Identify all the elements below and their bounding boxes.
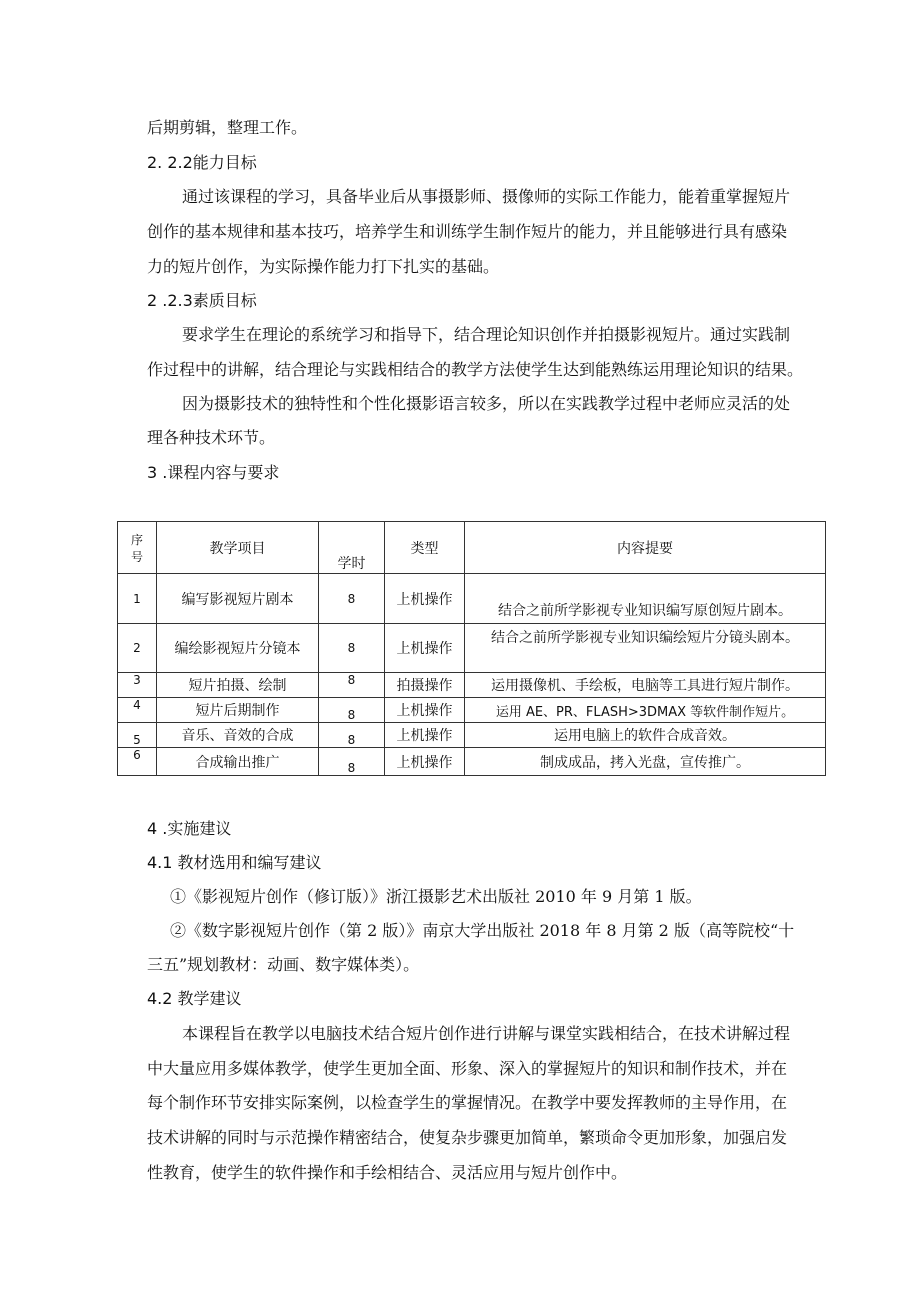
heading-course-content: 3 .课程内容与要求 <box>147 463 280 482</box>
cell-type: 上机操作 <box>385 574 465 624</box>
header-seq-line1: 序 <box>130 532 143 547</box>
header-content: 内容提要 <box>465 522 826 574</box>
continued-text: 后期剪辑，整理工作。 <box>147 118 308 137</box>
header-project: 教学项目 <box>157 522 319 574</box>
cell-project: 短片拍摄、绘制 <box>157 673 319 698</box>
cell-seq: 1 <box>118 574 157 624</box>
paragraph-line: 技术讲解的同时与示范操作精密结合，使复杂步骤更加简单，繁琐命令更加形象，加强启发 <box>147 1128 788 1147</box>
cell-seq: 4 <box>118 698 157 723</box>
heading-quality-goals: 2 .2.3素质目标 <box>147 291 257 310</box>
paragraph-line: 要求学生在理论的系统学习和指导下，结合理论知识创作并拍摄影视短片。通过实践制 <box>182 325 791 344</box>
paragraph-line: 性教育，使学生的软件操作和手绘相结合、灵活应用与短片创作中。 <box>147 1163 628 1182</box>
cell-hours: 8 <box>319 698 385 723</box>
cell-content: 运用摄像机、手绘板，电脑等工具进行短片制作。 <box>465 673 826 698</box>
cell-project: 编绘影视短片分镜本 <box>157 624 319 673</box>
cell-seq: 5 <box>118 723 157 748</box>
textbook-item: ①《影视短片创作（修订版）》浙江摄影艺术出版社 2010 年 9 月第 1 版。 <box>170 887 702 906</box>
cell-content: 制成成品，拷入光盘，宣传推广。 <box>465 748 826 776</box>
cell-content: 结合之前所学影视专业知识编写原创短片剧本。 <box>465 574 826 624</box>
table-header-row <box>118 522 826 574</box>
cell-content: 运用 AE、PR、FLASH>3DMAX 等软件制作短片。 <box>465 698 826 723</box>
cell-seq: 3 <box>118 673 157 698</box>
cell-type: 上机操作 <box>385 748 465 776</box>
table-row <box>118 673 826 698</box>
paragraph-line: 作过程中的讲解，结合理论与实践相结合的教学方法使学生达到能熟练运用理论知识的结果。 <box>147 360 804 379</box>
cell-type: 上机操作 <box>385 698 465 723</box>
cell-seq: 2 <box>118 624 157 673</box>
cell-project: 短片后期制作 <box>157 698 319 723</box>
heading-teaching: 4.2 教学建议 <box>147 989 242 1008</box>
cell-type: 上机操作 <box>385 723 465 748</box>
header-seq <box>118 522 157 574</box>
cell-seq: 6 <box>118 748 157 776</box>
paragraph-line: 因为摄影技术的独特性和个性化摄影语言较多，所以在实践教学过程中老师应灵活的处 <box>182 394 791 413</box>
table-row <box>118 698 826 723</box>
cell-project: 音乐、音效的合成 <box>157 723 319 748</box>
paragraph-line: 理各种技术环节。 <box>147 428 276 447</box>
cell-hours: 8 <box>319 673 385 698</box>
cell-hours: 8 <box>319 748 385 776</box>
cell-content: 运用电脑上的软件合成音效。 <box>465 723 826 748</box>
cell-hours: 8 <box>319 723 385 748</box>
heading-textbook: 4.1 教材选用和编写建议 <box>147 853 322 872</box>
paragraph-line: 力的短片创作，为实际操作能力打下扎实的基础。 <box>147 257 500 276</box>
header-hours: 学时 <box>319 522 385 574</box>
paragraph-line: 通过该课程的学习，具备毕业后从事摄影师、摄像师的实际工作能力，能着重掌握短片 <box>182 187 791 206</box>
paragraph-line: 本课程旨在教学以电脑技术结合短片创作进行讲解与课堂实践相结合，在技术讲解过程 <box>182 1024 791 1043</box>
cell-type: 拍摄操作 <box>385 673 465 698</box>
cell-project: 合成输出推广 <box>157 748 319 776</box>
header-type: 类型 <box>385 522 465 574</box>
cell-project: 编写影视短片剧本 <box>157 574 319 624</box>
course-content-table <box>117 521 826 776</box>
textbook-item: ②《数字影视短片创作（第 2 版）》南京大学出版社 2018 年 8 月第 2 版（高等院校“十 <box>170 921 795 940</box>
paragraph-line: 创作的基本规律和基本技巧，培养学生和训练学生制作短片的能力，并且能够进行具有感染 <box>147 222 788 241</box>
paragraph-line: 中大量应用多媒体教学，使学生更加全面、形象、深入的掌握短片的知识和制作技术，并在 <box>147 1059 788 1078</box>
cell-hours: 8 <box>319 574 385 624</box>
table-row <box>118 624 826 673</box>
heading-implementation: 4 .实施建议 <box>147 819 232 838</box>
table-row <box>118 574 826 624</box>
cell-hours: 8 <box>319 624 385 673</box>
paragraph-line: 每个制作环节安排实际案例，以检查学生的掌握情况。在教学中要发挥教师的主导作用，在 <box>147 1093 788 1112</box>
table-row <box>118 748 826 776</box>
table-row <box>118 723 826 748</box>
header-seq-line2: 号 <box>130 549 143 564</box>
heading-ability-goals: 2. 2.2能力目标 <box>147 153 257 172</box>
cell-content: 结合之前所学影视专业知识编绘短片分镜头剧本。 <box>465 624 826 673</box>
cell-type: 上机操作 <box>385 624 465 673</box>
textbook-item-cont: 三五”规划教材：动画、数字媒体类）。 <box>147 955 420 974</box>
